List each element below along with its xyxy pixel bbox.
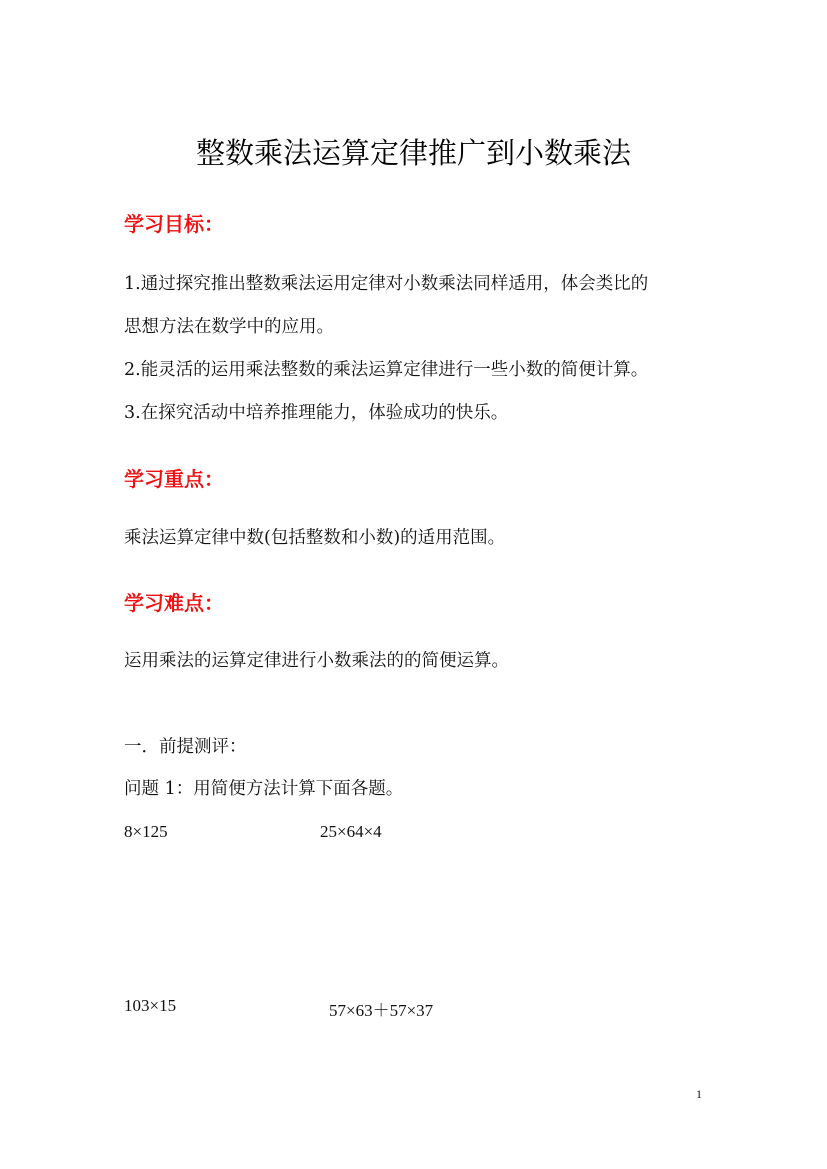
problem-2: 25×64×4 [320,822,382,841]
objective-line-2: 思想方法在数学中的应用。 [124,317,334,337]
page-number: 1 [696,1087,702,1101]
question-text: 问题 1：用简便方法计算下面各题。 [124,779,404,799]
page-title: 整数乘法运算定律推广到小数乘法 [195,136,631,170]
problem-1: 8×125 [124,822,168,841]
problem-4: 57×63＋57×37 [329,1001,434,1020]
key-point-heading: 学习重点： [124,467,224,491]
objective-line-1: 1.通过探究推出整数乘法运用定律对小数乘法同样适用，体会类比的 [124,274,649,294]
objectives-heading: 学习目标： [124,212,224,236]
difficulty-text: 运用乘法的运算定律进行小数乘法的的简便运算。 [124,651,509,671]
problem-3: 103×15 [124,996,177,1015]
objective-line-3: 2.能灵活的运用乘法整数的乘法运算定律进行一些小数的简便计算。 [124,360,649,380]
objective-line-4: 3.在探究活动中培养推理能力，体验成功的快乐。 [124,403,509,423]
key-point-text: 乘法运算定律中数(包括整数和小数)的适用范围。 [124,528,506,548]
difficulty-heading: 学习难点： [124,591,224,615]
section-title: 一．前提测评： [124,737,247,757]
